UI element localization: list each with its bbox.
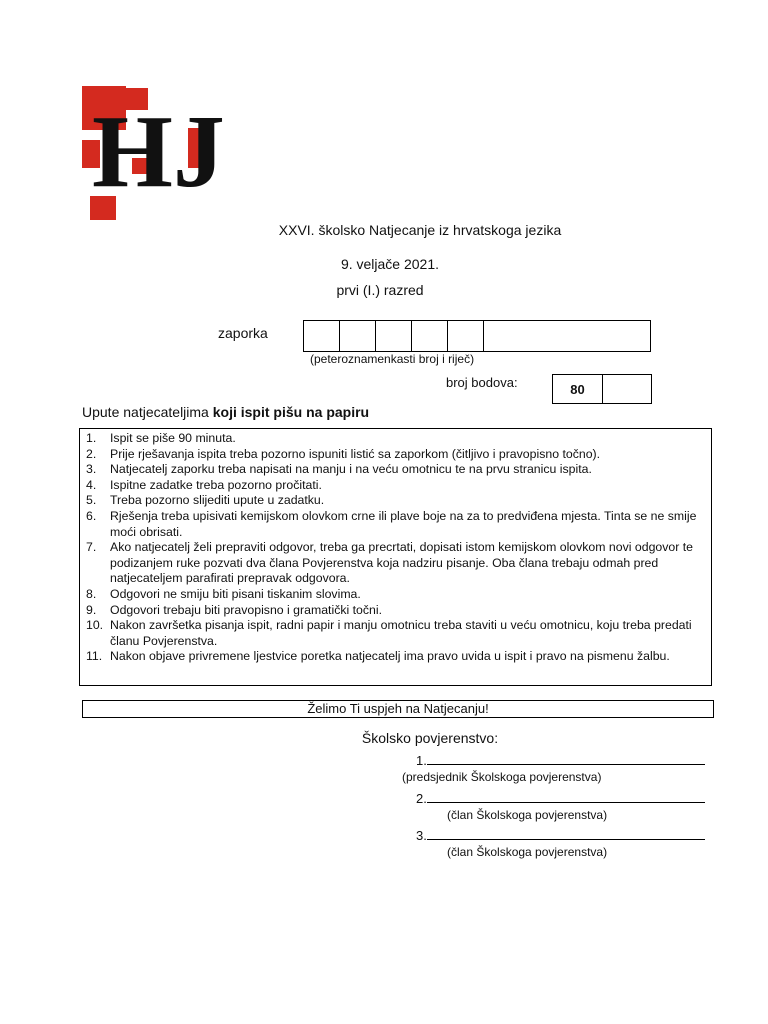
signature-field[interactable]	[427, 752, 705, 765]
instruction-item	[86, 587, 705, 603]
instruction-number: 11.	[86, 649, 103, 664]
instruction-item	[86, 540, 705, 587]
instruction-text: Natjecatelj zaporku treba napisati na manju i na veću omotnicu te na prvu stranicu ispita.	[110, 462, 592, 477]
signature-role: (član Školskoga povjerenstva)	[447, 808, 608, 822]
instruction-item	[86, 493, 705, 509]
instruction-item	[86, 603, 705, 619]
instruction-text: Odgovori trebaju biti pravopisno i gramatički točni.	[110, 602, 383, 617]
signature-role: (predsjednik Školskoga povjerenstva)	[402, 770, 602, 784]
instruction-item	[86, 649, 705, 665]
instruction-item	[86, 462, 705, 478]
exam-title: XXVI. školsko Natjecanje iz hrvatskoga jezika	[278, 222, 562, 238]
logo-letters: HJ	[92, 94, 225, 209]
zaporka-digit-cell[interactable]	[448, 321, 484, 351]
instruction-text: Treba pozorno slijediti upute u zadatku.	[110, 493, 325, 508]
instruction-number: 5.	[86, 493, 97, 508]
instruction-text: Prije rješavanja ispita treba pozorno ispuniti listić sa zaporkom (čitljivo i pravopisno točno).	[110, 446, 601, 461]
signature-line-1[interactable]	[416, 752, 705, 768]
points-score-field[interactable]	[603, 375, 651, 403]
good-luck-banner: Želimo Ti uspjeh na Natjecanju!	[82, 700, 714, 718]
instruction-number: 10.	[86, 618, 104, 633]
points-box	[552, 374, 652, 404]
instructions-lead: Upute natjecateljima	[82, 404, 213, 420]
instruction-number: 6.	[86, 508, 97, 523]
zaporka-word-cell[interactable]	[484, 321, 650, 351]
instruction-item	[86, 618, 705, 649]
instruction-text: Ako natjecatelj želi prepraviti odgovor, treba ga precrtati, dopisati istom kemijskom olovkom novi odgovor te podizanjem ruke pozvati dva člana Povjerenstva koja nadziru pisanje. Oba člana trebaju odmah pred natjecateljem parafirati prepravak odgovora.	[110, 540, 694, 586]
committee-title: Školsko povjerenstvo:	[361, 730, 499, 746]
signature-line-2[interactable]	[416, 790, 705, 806]
zaporka-digit-cell[interactable]	[304, 321, 340, 351]
instruction-item	[86, 509, 705, 540]
instruction-text: Nakon završetka pisanja ispit, radni papir i manju omotnicu treba staviti u veću omotnicu, koju treba predati članu Povjerenstva.	[110, 618, 692, 648]
instruction-number: 3.	[86, 462, 97, 477]
instructions-box	[79, 428, 712, 686]
instruction-item	[86, 447, 705, 463]
instruction-text: Odgovori ne smiju biti pisani tiskanim slovima.	[110, 586, 361, 601]
instruction-item	[86, 478, 705, 494]
zaporka-digit-cell[interactable]	[412, 321, 448, 351]
exam-grade: prvi (I.) razred	[336, 282, 424, 298]
signature-number: 3.	[416, 828, 427, 843]
zaporka-digit-cell[interactable]	[376, 321, 412, 351]
instruction-number: 4.	[86, 477, 97, 492]
points-label: broj bodova:	[446, 375, 518, 390]
points-max: 80	[553, 375, 603, 403]
signature-field[interactable]	[427, 790, 705, 803]
zaporka-hint: (peteroznamenkasti broj i riječ)	[310, 352, 475, 366]
instruction-number: 1.	[86, 431, 97, 445]
instruction-text: Ispitne zadatke treba pozorno pročitati.	[110, 477, 322, 492]
instruction-text: Rješenja treba upisivati kemijskom olovkom crne ili plave boje na za to predviđena mjesta. Tinta se ne smije moći obrisati.	[110, 508, 697, 539]
instructions-list	[86, 431, 705, 665]
instruction-text: Nakon objave privremene ljestvice poretka natjecatelj ima pravo uvida u ispit i pravo na pismenu žalbu.	[110, 649, 670, 664]
zaporka-label: zaporka	[218, 325, 268, 341]
instructions-heading	[82, 404, 369, 420]
hj-logo	[80, 84, 250, 224]
instruction-number: 9.	[86, 602, 97, 617]
signature-number: 2.	[416, 791, 427, 806]
instructions-lead-bold: koji ispit pišu na papiru	[212, 404, 370, 420]
signature-line-3[interactable]	[416, 827, 705, 843]
instruction-number: 8.	[86, 586, 97, 601]
exam-date: 9. veljače 2021.	[340, 256, 440, 272]
instruction-number: 7.	[86, 540, 97, 555]
signature-role: (član Školskoga povjerenstva)	[447, 845, 608, 859]
instruction-item	[86, 431, 705, 447]
zaporka-field[interactable]	[303, 320, 651, 352]
signature-field[interactable]	[427, 827, 705, 840]
instruction-number: 2.	[86, 446, 97, 461]
zaporka-digit-cell[interactable]	[340, 321, 376, 351]
instruction-text: Ispit se piše 90 minuta.	[110, 431, 236, 445]
signature-number: 1.	[416, 753, 427, 768]
